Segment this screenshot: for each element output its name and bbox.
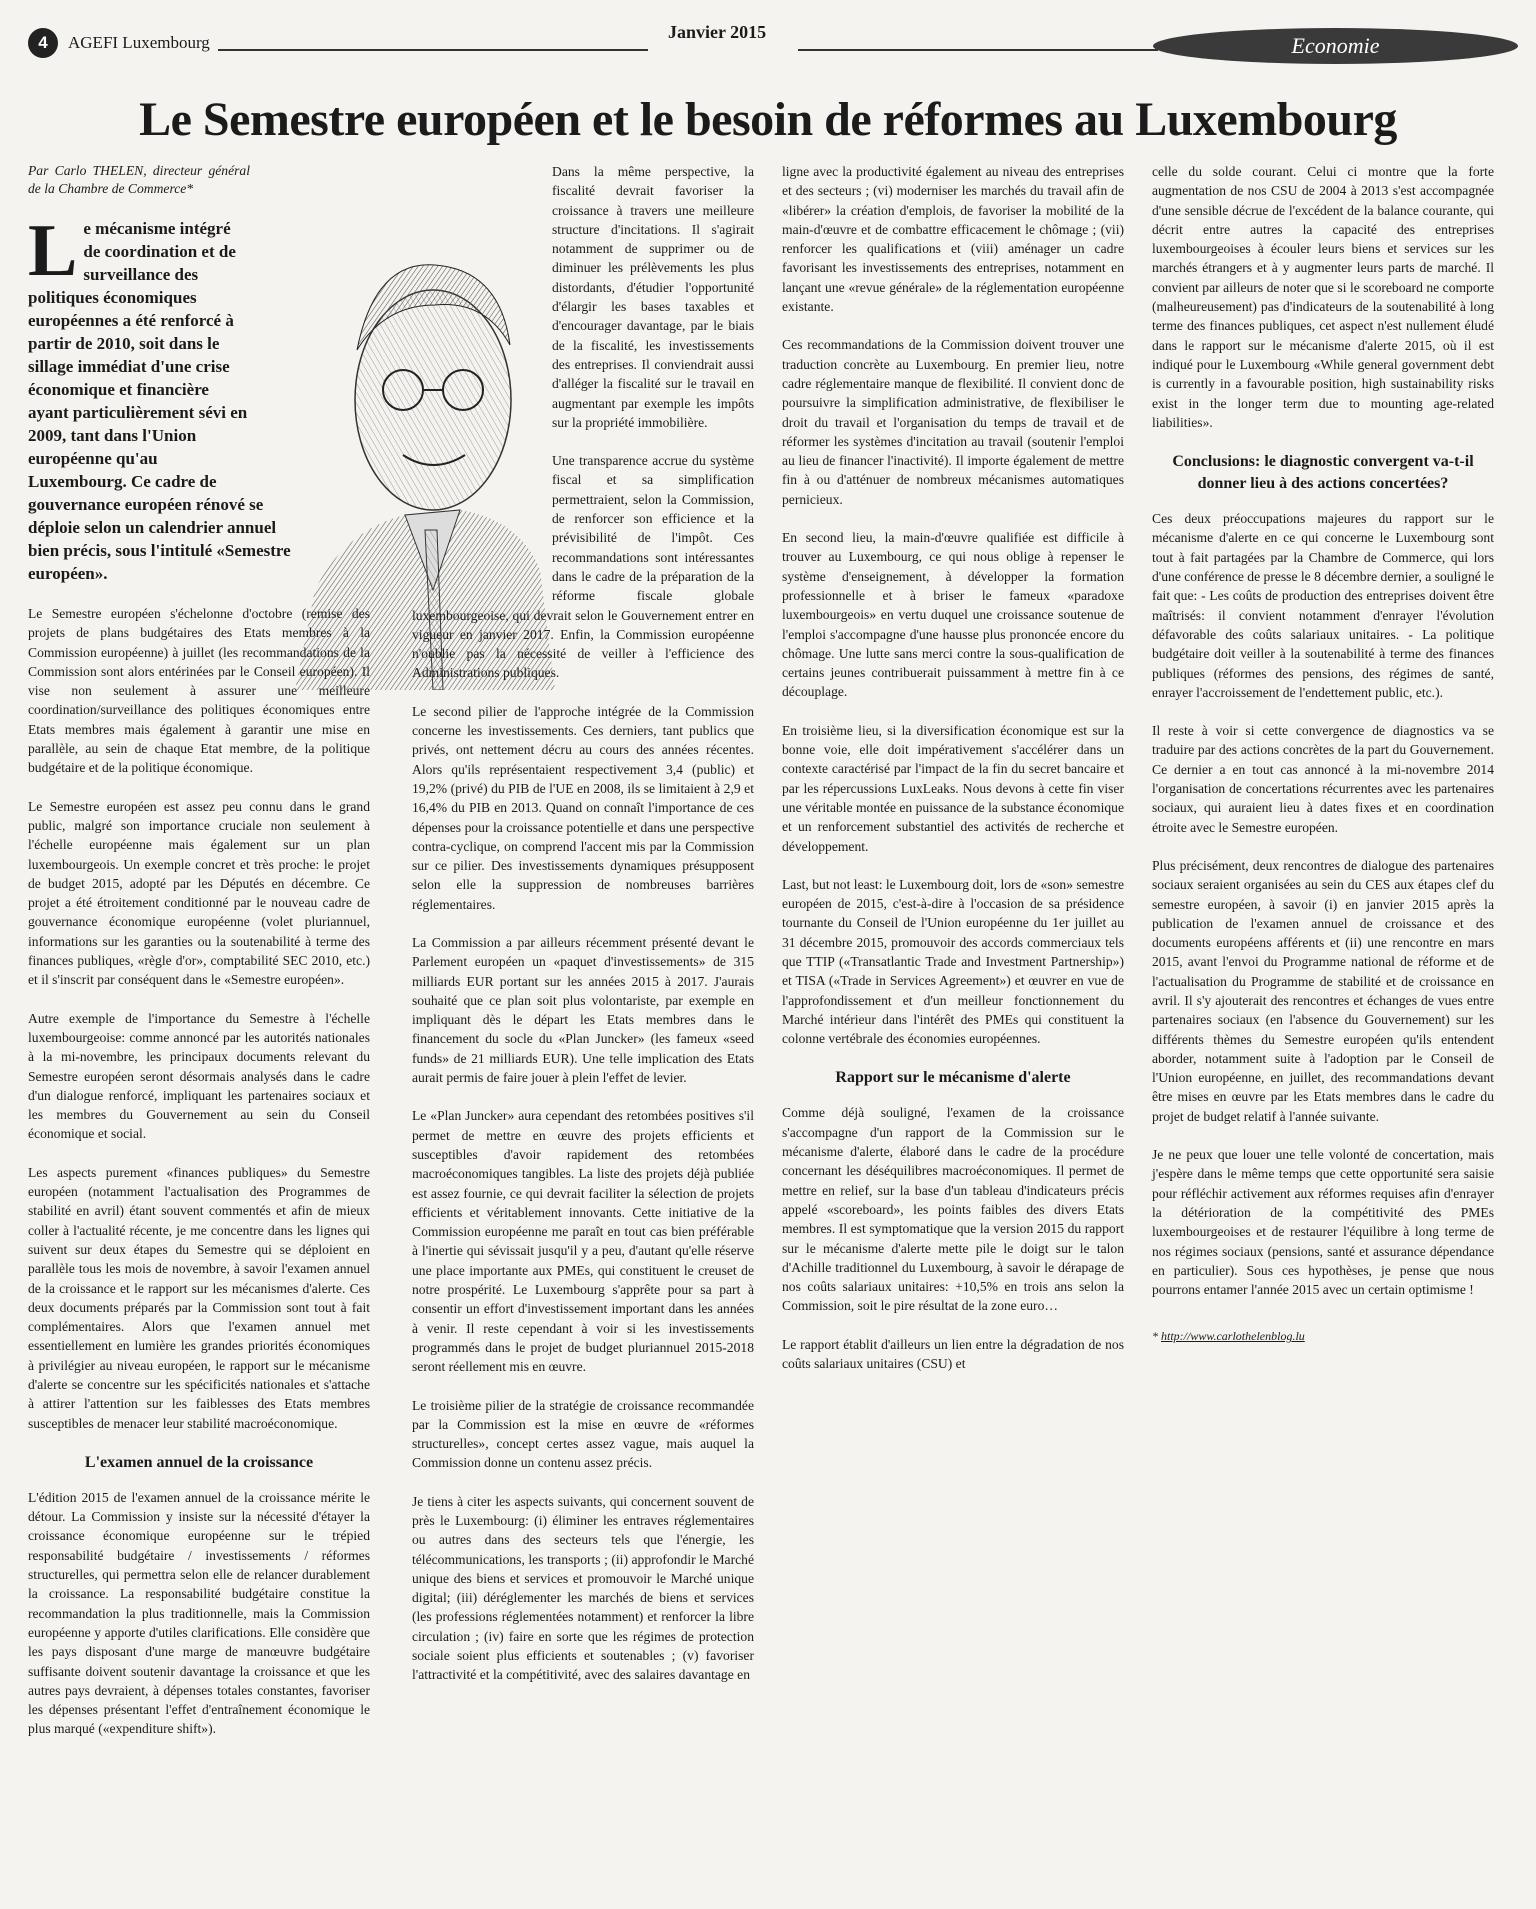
paragraph: Ces deux préoccupations majeures du rapport sur le mécanisme d'alerte en ce qui concerne le Luxembourg sont tout à fait partagées par la Chambre de Commerce, qui lors d'une conférence de presse le 8 décembre dernier, a souligné le fait que: - Les coûts de production des entreprises doivent être maîtrisés: il convient notamment d'enrayer l'évolution défavorable des coûts salariaux unitaires. - La politique budgétaire doit veiller à la soutenabilité à terme des finances publiques (réformes des pensions, des régimes de santé, enrayer l'accroissement de l'endettement public, etc.).: [1152, 511, 1494, 700]
paragraph: Last, but not least: le Luxembourg doit, lors de «son» semestre européen de 2015, c'est-à-dire à l'occasion de sa présidence tournante du Conseil de l'Union européenne du 1er juillet au 31 décembre 2015, promouvoir des accords commerciaux tels que TTIP («Transatlantic Trade and Investment Partnership») et TISA («Trade in Services Agreement») et œuvrer en vue de l'approfondissement et d'un meilleur fonctionnement du Marché intérieur dans l'intérêt des PMEs qui constituent la colonne vertébrale des économies européennes.: [782, 876, 1124, 1047]
column-3: [782, 162, 1124, 1392]
paragraph: En second lieu, la main-d'œuvre qualifiée est difficile à trouver au Luxembourg, ce qui nous oblige à repenser le système d'enseignement, à développer la formation professionnelle et à briser le fameux «paradoxe luxembourgeois» en vertu duquel une croissance soutenue de l'emploi s'accompagne d'une hausse plus prononcée encore du chômage. Une lutte sans merci contre la sous-qualification de certains jeunes contribuerait puissamment à mettre fin à ce découplage.: [782, 530, 1124, 700]
paragraph: Le second pilier de l'approche intégrée de la Commission concerne les investissements. Ces derniers, tant publics que privés, ont nettement décru au cours des années récentes. Alors qu'ils représentaient respectivement 3,4 (public) et 19,2% (privé) du PIB de l'UE en 2008, ils se limitaient à 2,9 et 16,4% du PIB en 2013. Quand on connaît l'importance de ces dépenses pour la croissance potentielle et dans une perspective contra-cyclique, on comprend l'accent mis par la Commission sur ce pilier. Des investissements dynamiques présupposent selon elle la suppression de nombreuses barrières réglementaires.: [412, 703, 754, 912]
subheading: Rapport sur le mécanisme d'alerte: [835, 1069, 1071, 1087]
paragraph: Le Semestre européen est assez peu connu dans le grand public, malgré son importance cruciale non seulement à l'échelle européenne mais également sur un plan luxembourgeois. Un exemple concret et très proche: le projet de budget 2015, adopté par les Députés en décembre. Ce projet a été étroitement conditionné par le nouveau cadre de gouvernance économique européenne (volet pluriannuel, informations sur les garanties ou la soutenabilité à terme des finances publiques, «règle d'or», comptabilité SEC 2010, etc.) et il s'inscrit par conséquent dans le «Semestre européen».: [28, 798, 370, 988]
footnote-mark: *: [1152, 1329, 1158, 1344]
drop-cap: L: [28, 210, 78, 292]
paragraph: Autre exemple de l'importance du Semestre à l'échelle luxembourgeoise: comme annoncé par les autorités nationales à la mi-novembre, les principaux documents relevant du Semestre européen seront désormais analysés dans le cadre d'un dialogue renforcé, impliquant les partenaires sociaux et les membres du Gouvernement au sein du Conseil économique et social.: [28, 1010, 370, 1142]
header-rule-right: [798, 49, 1158, 51]
paragraph: Une transparence accrue du système fiscal et sa simplification permettraient, selon la Commission, de renforcer son efficience et la prévisibilité de l'impôt. Ces recommandations sont intéressantes dans le cadre de la préparation de la réforme fiscale globale luxembourgeoise, qui devrait selon le Gouvernement entrer en vigueur en janvier 2017. Enfin, la Commission européenne n'oublie pas la nécessité de veiller à l'efficience des Administrations publiques.: [412, 453, 754, 681]
paragraph: Dans la même perspective, la fiscalité devrait favoriser la croissance à travers une meilleure structure d'incitations. Il s'agirait notamment de supprimer ou de diminuer les prélèvements les plus distordants, d'étudier l'opportunité d'élargir les bases taxables et d'encourager davantage, par le biais de la fiscalité, les investissements des entreprises. Il conviendrait aussi d'alléger la fiscalité sur le travail en augmentant par exemple les impôts sur la propriété immobilière.: [552, 164, 754, 430]
footnote-link[interactable]: http://www.carlothelenblog.lu: [1161, 1329, 1305, 1344]
paragraph: Ces recommandations de la Commission doivent trouver une traduction concrète au Luxembourg. En premier lieu, notre cadre réglementaire manque de flexibilité. Il convient donc de poursuivre la simplification administrative, de flexibiliser le droit du travail et l'organisation du temps de travail et de réformer les systèmes d'incitation au travail (soutenir l'emploi au lieu de financer l'inactivité). Il importe également de mettre fin à ou d'atténuer de nombreux mécanismes automatiques pernicieux.: [782, 337, 1124, 507]
header-rule-left: [218, 49, 648, 51]
paragraph: Les aspects purement «finances publiques» du Semestre européen (notamment l'actualisation des Programmes de stabilité en avril) étant souvent commentés et afin de mieux coller à l'actualité récente, je me concentre dans les lignes qui suivent sur deux étapes du Semestre qui se déploient en parallèle tous les mois de novembre, à savoir l'examen annuel de la croissance et le rapport sur les mécanismes d'alerte. Ces deux documents préparés par la Commission sont tout à fait complémentaires. Alors que l'examen annuel met essentiellement en lumière les grandes priorités économiques à privilégier au niveau européen, le rapport sur le mécanisme d'alerte se concentre sur les spécificités nationales et s'attache à attirer l'attention sur les faiblesses des Etats membres susceptibles de menacer leur stabilité macroéconomique.: [28, 1164, 370, 1431]
paragraph: La Commission a par ailleurs récemment présenté devant le Parlement européen un «paquet d'investissements» de 315 milliards EUR portant sur les années 2015 à 2017. J'aurais souhaité que ce plan soit plus volontariste, par exemple en impliquant dès le départ les Etats membres dans le financement du socle du «Plan Juncker» (les fameux «seed funds» de 21 milliards EUR). Une telle implication des Etats aurait permis de faire jouer à plein l'effet de levier.: [412, 934, 754, 1086]
page-number: 4: [28, 28, 58, 58]
paragraph: L'édition 2015 de l'examen annuel de la croissance mérite le détour. La Commission y insiste sur la nécessité d'étayer la croissance économique européenne sur le trépied responsabilité budgétaire / investissements / réformes structurelles, qui permettra selon elle de relancer durablement la croissance. La responsabilité budgétaire constitue la recommandation la plus traditionnelle, mais la Commission européenne y apporte d'utiles clarifications. Elle considère que les pays disposant d'une marge de manœuvre budgétaire suffisante doivent soutenir davantage la croissance et que les autres pays devraient, à dépenses totales constantes, favoriser les dépenses présentant l'effet d'entraînement économique le plus marqué («expenditure shift»).: [28, 1489, 370, 1737]
paragraph: En troisième lieu, si la diversification économique est sur la bonne voie, elle doit impérativement s'accélérer dans un contexte caractérisé par l'impact de la fin du secret bancaire et par les répercussions LuxLeaks. Nous devons à cette fin viser une véritable montée en puissance de la substance économique et un renforcement substantiel des activités de recherche et développement.: [782, 722, 1124, 854]
headline: Le Semestre européen et le besoin de réformes au Luxembourg: [139, 93, 1397, 146]
paragraph: Le «Plan Juncker» aura cependant des retombées positives s'il permet de mettre en œuvre des projets efficients et susceptibles d'avoir rapidement des retombées macroéconomiques tangibles. La liste des projets déjà publiée est assez fournie, ce qui devrait faciliter la sélection de projets efficients et véritablement innovants. Cette initiative de la Commission européenne me paraît en tout cas bien préférable à l'inertie qui sévissait jusqu'il y a peu, d'autant qu'elle réserve une place importante aux PMEs, qui constituent le creuset de notre prospérité. Le Luxembourg s'apprête pour sa part à consentir un effort d'investissement important dans les années à venir. Il reste cependant à voir si les investissements programmés dans le projet de budget pluriannuel 2015-2018 seront réellement mis en œuvre.: [412, 1108, 754, 1375]
paragraph: ligne avec la productivité également au niveau des entreprises et des secteurs ; (vi) moderniser les marchés du travail afin de «libérer» la création d'emplois, de favoriser la mobilité de la main-d'œuvre et de combattre efficacement le chômage ; (vii) renforcer les qualifications et (viii) aménager un cadre favorisant les investissements des entreprises, notamment en lançant une «revue générale» de la réglementation européenne existante.: [782, 164, 1124, 315]
publication-name: AGEFI Luxembourg: [68, 33, 210, 52]
section-label: Economie: [1153, 28, 1518, 64]
paragraph: Comme déjà souligné, l'examen de la croissance s'accompagne d'un rapport de la Commission sur le mécanisme d'alerte, élaboré dans le cadre de la procédure concernant les déséquilibres macroéconomiques. Il permet de mettre en relief, sur la base d'un tableau d'indicateurs précis appelé «scoreboard», les points faibles des divers Etats membres. Il est symptomatique que la version 2015 du rapport sur le mécanisme d'alerte mette pile le doigt sur le talon d'Achille traditionnel du Luxembourg, à savoir le dérapage de nos coûts salariaux unitaires: +10,5% en trois ans selon la Commission, soit le pire résultat de la zone euro…: [782, 1105, 1124, 1314]
column-4: [1152, 162, 1494, 1347]
issue-date: Janvier 2015: [668, 22, 767, 42]
paragraph: Je ne peux que louer une telle volonté de concertation, mais j'espère dans le même temps que cette opportunité sera saisie pour réfléchir activement aux réformes requises afin d'enrayer la détérioration de la compétitivité des PMEs luxembourgeoises et de restaurer l'équilibre à long terme de nos régimes sociaux (pensions, santé et assurance dépendance en particulier). Sous ces hypothèses, je pense que nous pourrons entamer l'année 2015 avec un certain optimisme !: [1152, 1147, 1494, 1298]
paragraph: celle du solde courant. Celui ci montre que la forte augmentation de nos CSU de 2004 à 2013 s'est accompagnée d'une sensible décrue de l'excédent de la balance courante, qui décrit entre autres la capacité des entreprises luxembourgeoises à écouler leurs biens et services sur les marchés étrangers et à y augmenter leurs parts de marché. Il convient par ailleurs de noter que si le scoreboard ne comporte (malheureusement) pas d'indicateurs de la soutenabilité à long terme des finances publiques, cet aspect n'est nullement éludé dans le rapport sur le mécanisme d'alerte 2015, où il est indiqué pour le Luxembourg «While general government debt is currently in a favourable position, high sustainability risks exist in the longer term due to mounting age-related liabilities».: [1152, 164, 1494, 430]
byline: Par Carlo THELEN, directeur général de la Chambre de Commerce*: [28, 163, 250, 196]
lead-text: e mécanisme intégré de coordination et de surveillance des politiques économiques européennes a été renforcé à partir de 2010, soit dans le sillage immédiat d'une crise économique et financière ayant particulièrement sévi en 2009, tant dans l'Union européenne qu'au Luxembourg. Ce cadre de gouvernance européen rénové se déploie selon un calendrier annuel bien précis, sous l'intitulé «Semestre européen».: [28, 219, 291, 583]
subheading: Conclusions: le diagnostic convergent va-t-il donner lieu à des actions concertées?: [1172, 453, 1474, 493]
paragraph: Le rapport établit d'ailleurs un lien entre la dégradation de nos coûts salariaux unitaires (CSU) et: [782, 1336, 1124, 1372]
column-1: [28, 162, 370, 1758]
page-header: [28, 22, 1518, 66]
paragraph: Le troisième pilier de la stratégie de croissance recommandée par la Commission est la mise en œuvre de «réformes structurelles», concept certes assez vague, mais auquel la Commission donne un contenu assez précis.: [412, 1397, 754, 1471]
paragraph: Je tiens à citer les aspects suivants, qui concernent souvent de près le Luxembourg: (i) éliminer les entraves réglementaires ou autres dans des secteurs tels que l'énergie, les télécommunications, les transports ; (ii) approfondir le Marché unique des biens et services et promouvoir le Marché unique digital; (iii) déréglementer les marchés de biens et services (les professions réglementées notamment) et renforcer la libre circulation ; (iv) faire en sorte que les régimes de protection sociale soient plus efficients et soutenables ; (v) favoriser l'attractivité et la compétitivité, avec des salaires davantage en: [412, 1493, 754, 1683]
footnote: [1152, 1327, 1494, 1346]
paragraph: Il reste à voir si cette convergence de diagnostics va se traduire par des actions concrètes de la part du Gouvernement. Ce dernier a en tout cas annoncé à la mi-novembre 2014 l'organisation de concertations récurrentes avec les partenaires sociaux, qui auraient lieu à dates fixes et en coordination étroite avec le Semestre européen.: [1152, 723, 1494, 835]
column-2: [412, 162, 754, 1704]
subheading: L'examen annuel de la croissance: [84, 1453, 314, 1471]
paragraph: Plus précisément, deux rencontres de dialogue des partenaires sociaux seraient organisées au sein du CES aux étapes clef du semestre européen, à savoir (i) en janvier 2015 après la publication de l'examen annuel de croissance et des documents européens afférents et (ii) une rencontre en mars 2015, avant l'envoi du Programme national de réforme et de l'actualisation du Programme de stabilité et de croissance en avril. Il s'y ajouterait des rencontres et échanges de vues entre partenaires sociaux (en l'absence du Gouvernement) sur les différents thèmes du Semestre européen qu'ils entendent aborder, notamment suite à l'adoption par le Conseil de l'Union européenne, en juillet, des recommandations devant être mises en œuvre par les Etats membres dans le cadre du projet de budget relatif à l'année suivante.: [1152, 857, 1494, 1124]
paragraph: Le Semestre européen s'échelonne d'octobre (remise des projets de plans budgétaires des Etats membres à la Commission européenne) à juillet (les recommandations de la Commission sont alors entérinées par le Conseil européen). Il vise non seulement à assurer une meilleure coordination/surveillance des politiques économiques entre Etats membres mais également à garantir une mise en parallèle, au sein de chaque Etat membre, de la politique budgétaire et de la politique économique.: [28, 606, 370, 776]
